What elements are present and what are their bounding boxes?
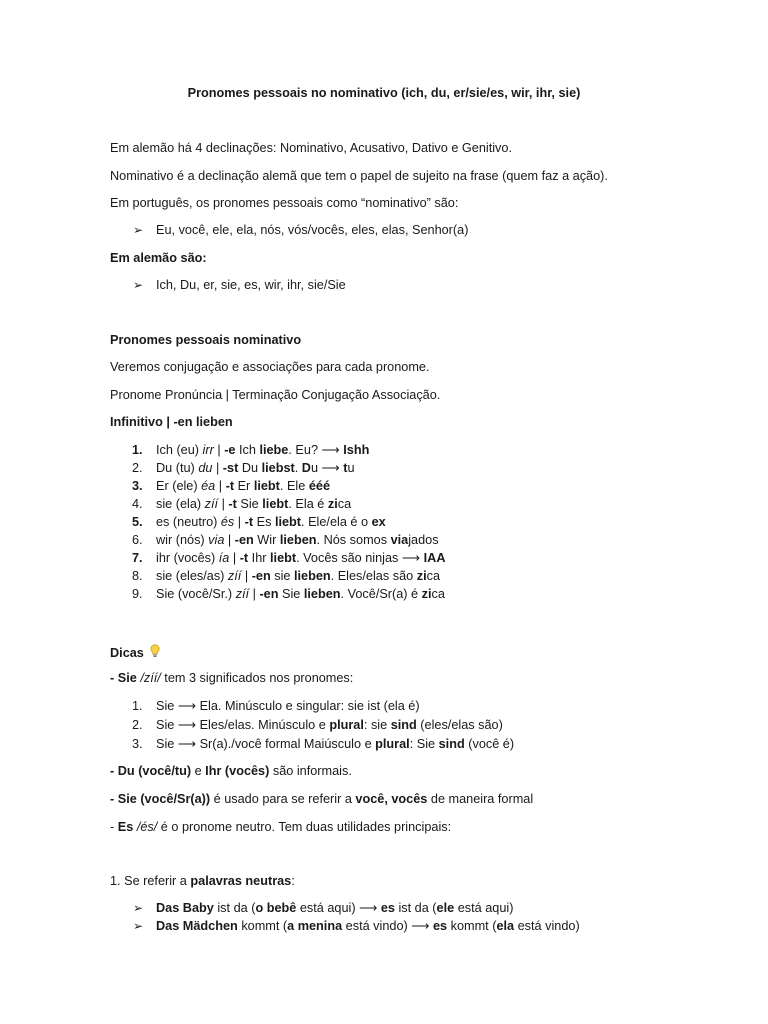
list-number: 8. (132, 569, 143, 583)
text-run: liebt (253, 479, 280, 493)
text-run: | (213, 443, 225, 457)
arrow-bullet-icon: ➢ (133, 901, 144, 915)
text-run: . Eu? ⟶ (288, 443, 344, 457)
conjugation-item (0, 497, 768, 515)
list-item-text (156, 479, 330, 494)
text-run: está aqui) ⟶ (296, 901, 381, 915)
text-run: Es (117, 820, 134, 834)
text-run: Wir (253, 533, 280, 547)
list-number: 3. (132, 479, 143, 493)
text-run: Ihr (248, 551, 271, 565)
text-run: você, vocês (355, 792, 428, 806)
text-run: Das Mädchen (156, 919, 238, 933)
text-run: (eles/elas são) (416, 718, 503, 732)
text-run: . Você/Sr(a) é (340, 587, 422, 601)
section-heading: Pronomes pessoais nominativo (110, 333, 302, 347)
text-run: liebt (262, 497, 289, 511)
text-run: - (110, 820, 118, 834)
text-run: liebt (270, 551, 297, 565)
text-run: está vindo) (514, 919, 580, 933)
conjugation-list (0, 443, 768, 605)
text-run: Sie (278, 587, 304, 601)
text-run: ihr (vocês) (156, 551, 219, 565)
text-run: Sie (você/Sr.) (156, 587, 236, 601)
text-run: . Vocês são ninjas ⟶ (296, 551, 424, 565)
text-run: | (229, 551, 240, 565)
conjugation-item (0, 551, 768, 569)
text-run: wir (nós) (156, 533, 209, 547)
text-run: ex (371, 515, 386, 529)
section-paragraph-1: Veremos conjugação e associações para cada pronome. (110, 360, 430, 374)
text-run: (você é) (464, 737, 515, 751)
text-run: -t (239, 551, 249, 565)
text-run: . Ela é (288, 497, 328, 511)
conjugation-item (0, 461, 768, 479)
list-item-text (156, 551, 445, 566)
list-item-text (156, 533, 439, 548)
conjugation-item (0, 587, 768, 605)
conjugation-item (0, 443, 768, 461)
list-item-text (156, 515, 386, 530)
text-run: - Sie (110, 671, 137, 685)
text-run: -st (222, 461, 239, 475)
text-run: zíí (235, 587, 250, 601)
text-run: -t (244, 515, 254, 529)
text-run: IAA (423, 551, 446, 565)
text-run: u ⟶ (310, 461, 344, 475)
text-run: zíí (204, 497, 219, 511)
text-run: ist da ( (213, 901, 256, 915)
text-run: são informais. (269, 764, 352, 778)
text-run: -e (224, 443, 236, 457)
text-run: de maneira formal (427, 792, 534, 806)
bullet-text: Eu, você, ele, ela, nós, vós/vocês, eles, elas, Senhor(a) (156, 223, 469, 237)
conjugation-item (0, 533, 768, 551)
list-number: 3. (132, 737, 143, 751)
intro-paragraph-2: Nominativo é a declinação alemã que tem o papel de sujeito na frase (quem faz a ação). (110, 169, 608, 183)
text-run: : sie (363, 718, 391, 732)
arrow-bullet-icon: ➢ (133, 919, 144, 933)
document-title: Pronomes pessoais no nominativo (ich, du, er/sie/es, wir, ihr, sie) (187, 86, 581, 100)
text-run: u (347, 461, 355, 475)
text-run: é usado para se referir a (210, 792, 356, 806)
text-run: zíí (227, 569, 242, 583)
text-run: liebe (259, 443, 289, 457)
text-run: | (241, 569, 252, 583)
text-run: Er (ele) (156, 479, 202, 493)
text-run: Es (253, 515, 275, 529)
text-run: : Sie (409, 737, 439, 751)
dicas-heading (110, 643, 160, 661)
sie-meaning-item (0, 718, 768, 737)
list-number: 1. (132, 443, 143, 457)
text-run: via (208, 533, 225, 547)
list-number: 2. (132, 461, 143, 475)
text-run: - Du (você/tu) (110, 764, 192, 778)
text-run: kommt ( (447, 919, 497, 933)
text-run: Ich (235, 443, 260, 457)
neutral-words-item (110, 874, 295, 889)
text-run: palavras neutras (190, 874, 292, 888)
text-run: . Nós somos (316, 533, 391, 547)
text-run: D (301, 461, 311, 475)
text-run: | (218, 497, 229, 511)
text-run: ééé (308, 479, 330, 493)
list-number: 5. (132, 515, 143, 529)
text-run: sind (438, 737, 465, 751)
list-number: 2. (132, 718, 143, 732)
text-run: es (380, 901, 395, 915)
text-run: -en (251, 569, 271, 583)
text-run: | (224, 533, 235, 547)
text-run: éa (201, 479, 216, 493)
text-run: zi (416, 569, 427, 583)
text-run: liebt (274, 515, 302, 529)
list-number: 1. (132, 699, 143, 713)
text-run: via (390, 533, 409, 547)
text-run: plural (329, 718, 364, 732)
list-number: 4. (132, 497, 143, 511)
list-item-text (156, 461, 355, 476)
text-run: tem 3 significados nos pronomes: (160, 671, 354, 685)
text-run: sie (270, 569, 294, 583)
text-run: | (249, 587, 260, 601)
text-run: ele (436, 901, 455, 915)
informal-pronouns-line (110, 764, 352, 779)
text-run: -t (228, 497, 237, 511)
text-run: a menina (287, 919, 343, 933)
text-run: -t (225, 479, 235, 493)
text-run: sind (390, 718, 417, 732)
text-run: | (212, 461, 223, 475)
text-run: Ishh (343, 443, 370, 457)
text-run: -en (259, 587, 279, 601)
text-run: Sie ⟶ Eles/elas. Minúsculo e (156, 718, 330, 732)
text-run: /és/ (136, 820, 158, 834)
list-number: 6. (132, 533, 143, 547)
text-run: plural (375, 737, 410, 751)
text-run: es (432, 919, 448, 933)
sie-meaning-item (0, 737, 768, 756)
text-run: du (198, 461, 213, 475)
list-item-text (156, 699, 420, 714)
arrow-bullet-icon: ➢ (133, 278, 144, 292)
text-run: ca (426, 569, 440, 583)
conjugation-item (0, 569, 768, 587)
text-run: Ihr (vocês) (205, 764, 270, 778)
text-run: e (191, 764, 206, 778)
text-run: Das Baby (156, 901, 214, 915)
intro-paragraph-1: Em alemão há 4 declinações: Nominativo, Acusativo, Dativo e Genitivo. (110, 141, 512, 155)
text-run: sie (eles/as) (156, 569, 228, 583)
formal-pronoun-line (110, 792, 533, 807)
list-item-text (156, 587, 445, 602)
text-run: está aqui) (454, 901, 514, 915)
text-run: ela (496, 919, 515, 933)
example-text (156, 919, 580, 934)
text-run: . Ele/ela é o (301, 515, 372, 529)
text-run: irr (202, 443, 214, 457)
list-number: 9. (132, 587, 143, 601)
text-run: ca (431, 587, 445, 601)
text-run: - Sie (você/Sr(a)) (110, 792, 211, 806)
text-run: /zíí/ (140, 671, 161, 685)
text-run: Du (238, 461, 262, 475)
text-run: . Eles/elas são (330, 569, 417, 583)
text-run: ca (337, 497, 352, 511)
text-run: lieben (279, 533, 317, 547)
text-run: | (215, 479, 226, 493)
text-run: és (220, 515, 235, 529)
section-paragraph-2: Pronome Pronúncia | Terminação Conjugação Associação. (110, 388, 441, 402)
text-run: o bebê (255, 901, 297, 915)
text-run: zi (421, 587, 432, 601)
infinitivo-line: Infinitivo | -en lieben (110, 415, 233, 429)
arrow-bullet-icon: ➢ (133, 223, 144, 237)
list-number: 7. (132, 551, 143, 565)
text-run: Sie (236, 497, 263, 511)
text-run: -en (234, 533, 254, 547)
text-run: 1. Se referir a (110, 874, 191, 888)
text-run: liebst (261, 461, 295, 475)
text-run: Du (tu) (156, 461, 199, 475)
text-run: : (291, 874, 295, 888)
text-run: Er (234, 479, 254, 493)
text-run: ist da ( (394, 901, 437, 915)
text-run: kommt ( (237, 919, 288, 933)
lightbulb-icon (150, 644, 160, 656)
sie-meanings-intro (110, 671, 353, 686)
intro-paragraph-3: Em português, os pronomes pessoais como “nominativo” são: (110, 196, 459, 210)
text-run: . (294, 461, 302, 475)
text-run: lieben (294, 569, 331, 583)
text-run: jados (408, 533, 439, 547)
list-item-text (156, 718, 503, 733)
text-run: Ich (eu) (156, 443, 203, 457)
sie-meaning-item (0, 699, 768, 718)
list-item-text (156, 569, 440, 584)
example-text (156, 901, 513, 916)
text-run: es (neutro) (156, 515, 221, 529)
text-run: lieben (303, 587, 341, 601)
list-item-text (156, 443, 369, 458)
sie-meanings-list (0, 699, 768, 756)
text-run: t (343, 461, 348, 475)
text-run: ía (218, 551, 230, 565)
text-run: Sie ⟶ Ela. Minúsculo e singular: sie ist (ela é) (156, 699, 420, 713)
list-item-text (156, 497, 351, 512)
bullet-text: Ich, Du, er, sie, es, wir, ihr, sie/Sie (156, 278, 346, 292)
list-item-text (156, 737, 514, 752)
em-alemao-heading: Em alemão são: (110, 251, 207, 265)
conjugation-item (0, 515, 768, 533)
text-run: zi (327, 497, 338, 511)
dicas-label: Dicas (110, 646, 144, 660)
text-run: sie (ela) (156, 497, 205, 511)
neutral-pronoun-line (110, 820, 451, 835)
text-run: | (234, 515, 245, 529)
text-run: Sie ⟶ Sr(a)./você formal Maiúsculo e (156, 737, 376, 751)
text-run: . Ele (279, 479, 309, 493)
text-run: está vindo) ⟶ (342, 919, 433, 933)
conjugation-item (0, 479, 768, 497)
text-run: é o pronome neutro. Tem duas utilidades principais: (157, 820, 452, 834)
